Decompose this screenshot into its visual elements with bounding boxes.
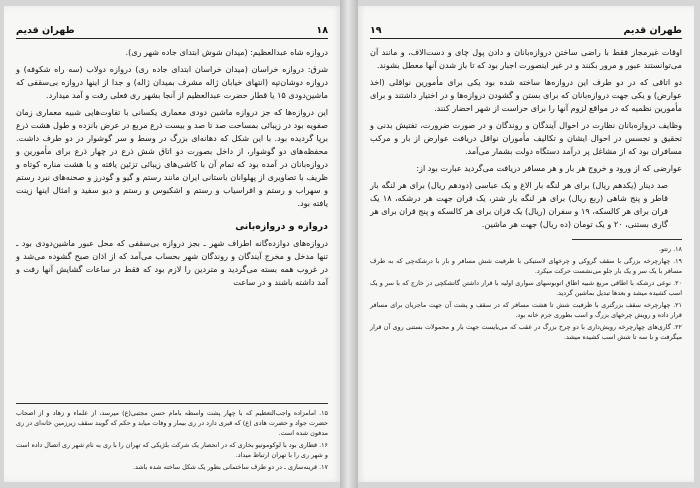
right-footnotes: [370, 244, 682, 342]
right-page-number: ۱۹: [370, 25, 382, 36]
right-page-title: طهران قدیم: [623, 25, 682, 36]
section-heading: دروازه و دروازه‌بانی: [235, 221, 328, 232]
left-footnote-17: ۱۷. قرینه‌سازی ـ در دو طرف ساختمانی بطور یک شکل ساخته شده باشد.: [132, 463, 328, 471]
right-footnote-19: ۱۹. چهارچرخه بزرگی با سقف گروکی و چرخهای لاستیکی با ظرفیت شش مسافر و بار با درشکه‌چی که به طرف مسافر با یک سر و یک بار جلو می‌نشست حرکت میکرد.: [370, 257, 682, 275]
right-footnote-22: ۲۲. گاری‌های چهارچرخه رویش‌داری با دو چرخ بزرگ در عقب که می‌بایست جهت بار و محمولات بستنی روی آن قرار میگرفت و با سه تا شش اسب کشیده میشد.: [370, 323, 682, 341]
fee-list-quote: صد دینار (یکدهم ریال) برای هر لنگه بار الاغ و یک عباسی (دودهم ریال) برای هر لنگه بار قاطر و پنج شاهی (ربع ریال) برای هر لنگه بار شتر، یک قران جهت هر درشکه، ۱۸ یک قران برای هر کالسکه، ۱۹ و سفران (ریال) یک قران برای هر کالسکه و پنج قران برای هر گاری بستنی، ۲۰ و یک تومان (ده ریال) جهت هر ماشین.: [370, 180, 668, 229]
left-page-body: [16, 46, 328, 289]
left-paragraph-3: این دروازه‌ها که جز دروازه ماشین دودی معماری یکسانی با تفاوت‌هایی شبیه معماری زمان صفویه بود در زیبائی بمساحت صد تا صد و بیست ذرع مربع در عرض بانزده و طول هشت ذرع برپا گردیده بود. با این شکل که دهانه‌ای بزرگ در وسط و سر گوشوار در دو طرف داشت. محفظه‌های دو گوشوار، از داخل بصورت دو اتاق شش ذرع در چهار ذرع برای مأمورین و دروازه‌بانان در آمده بود که تمام آن با کاشی‌های زیبائی تزئین یافته و با هشت مناره کوتاه و ظریف با تصاویری از پهلوانان باستانی ایران مانند رستم و گیو و گودرز و صحنه‌های نبرد رستم و سهراب و رستم و افراسیاب و رستم و اشکبوس و رستم و دیو سفید و امثال اینها زینت یافته بود.: [16, 107, 328, 208]
right-paragraph-2: دو اتاقی که در دو طرف این دروازه‌ها ساخته شده بود یکی برای مأمورین نواقلی (اخذ عوارض) و یکی جهت دروازه‌بانان که برای بستن و گشودن دروازه‌ها و در اختیار داشتند و برای مأمورین نظمیه که در مواقع لزوم آنها را برای حراست از شهر احضار کنند.: [370, 77, 682, 113]
right-page: [358, 6, 694, 482]
left-page-header: [16, 16, 328, 39]
right-footnote-21: ۲۱. چهارچرخه سقف بزرگتری با ظرفیت شش تا هشت مسافر که در سقف و پشت آن جهت ماجریان برای مسافر قرار داده و رویش چرخهای بزرگ و اسب بطوری جرم خانه بود.: [370, 301, 682, 319]
right-paragraph-1: اوقات غیرمجاز فقط با راضی ساختن دروازه‌بانان و دادن پول چای و دست‌الاف، و مانند آن می‌توانستند عبور و مرور بکنند و در غیر اینصورت اجبار بود که تا باز شدن آنها معطل بشوند.: [370, 47, 682, 70]
right-footnote-rule: [572, 239, 682, 240]
left-footnote-15: ۱۵. امامزاده واجب‌التعظیم که با چهار پشت واسطه بامام حسن مجتبی(ع) میرسد، از علماء و زهاد و از اصحاب حضرت جواد و حضرت هادی (ع) که قبری دارد در ری بیمار و وفات میابد و حکم که گویند سقف زیرزمین خانه‌ای در ری مدفون شده است.: [16, 409, 328, 437]
right-paragraph-4: عوارضی که از ورود و خروج هر بار و هر مسافر دریافت می‌گردید عبارت بود از:: [416, 163, 682, 173]
right-footnote-18: ۱۸. رتتو.: [658, 245, 682, 253]
left-page-number: ۱۸: [316, 25, 328, 36]
left-paragraph-1: دروازه شاه عبدالعظیم: (میدان شوش ابتدای جاده شهر ری).: [125, 47, 328, 57]
left-page-title: طهران قدیم: [16, 25, 75, 36]
right-page-body: [370, 46, 682, 231]
left-footnotes: [16, 403, 328, 474]
left-paragraph-2: شرق: دروازه خراسان (میدان خراسان ابتدای جاده ری) دروازه دولاب (سه راه شکوفه) و دروازه دوشان‌تپه (انتهای خیابان ژاله مشرف بمیدان ژاله) و جدا از اینها دروازه بی‌سقفی که ماشین‌دودی ۱۵ یا قطار حضرت عبدالعظیم از آنجا بشهر ری فعلی رفت و آمد میدارد.: [16, 64, 328, 100]
left-page: [4, 6, 340, 482]
book-gutter: [340, 0, 358, 488]
right-page-header: [370, 16, 682, 39]
section-paragraph: دروازه‌های دوازده‌گانه اطراف شهر ـ بجز دروازه بی‌سقفی که محل عبور ماشین‌دودی بود ـ تنها مدخل و مخرج آیندگان و روندگان شهر بحساب می‌آمد که از اذان صبح گشوده می‌شد و در غروب همه بسته می‌گردید و متردین را لازم بود که فقط در ساعات گشایش آنها رفت و آمد داشته باشند و در ساعت: [16, 238, 328, 287]
right-footnote-20: ۲۰. نوعی درشکه با اطاقی مربع شبیه اطاق اتوبوسهای سواری اولیه با قرار داشتن گاتشکچی در خارج که با سر و یک اسب کشیده میشد و بعدها تبدیل بماشین گردید.: [370, 279, 682, 297]
right-paragraph-3: وظایف دروازه‌بانان نظارت در احوال آیندگان و روندگان و در صورت ضرورت، تفتیش بدنی و تحقیق و تجسس در احوال ایشان و تکالیف مأموران نواقل دریافت عوارض از بار و مرکب مسافران بود که از مشاغل پر درآمد دستگاه دولت بشمار می‌آمد.: [370, 120, 682, 156]
left-footnote-16: ۱۶. قطاری بود با لوکوموتیو بخاری که در انحصار یک شرکت بلژیکی که تهران را با ری به نام شهر ری اتصال داده است و شهر ری را با تهران ارتباط میداد.: [16, 441, 328, 459]
